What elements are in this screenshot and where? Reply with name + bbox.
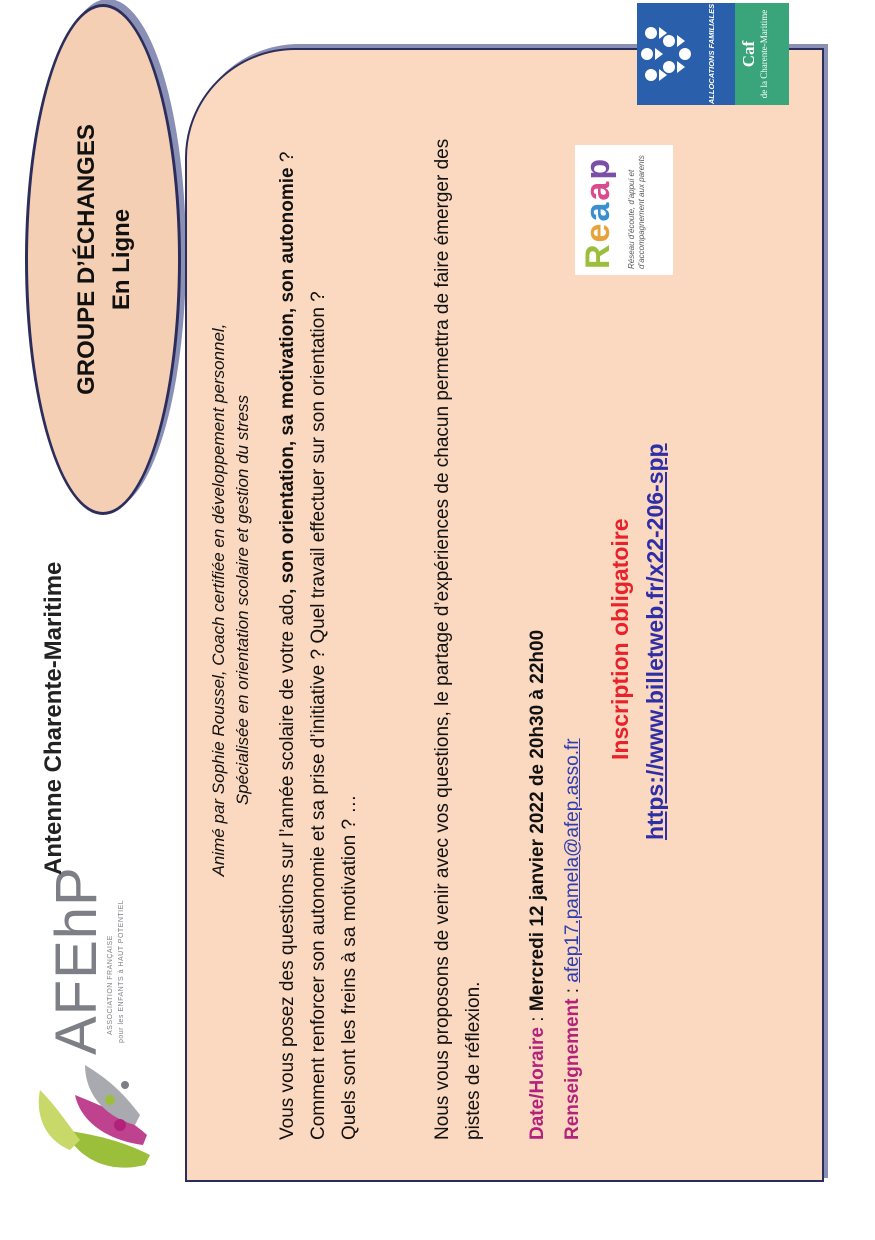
facilitator-line-1: Animé par Sophie Roussel, Coach certifiée en développement personnel,: [209, 323, 228, 877]
date-value: Mercredi 12 janvier 2022 de 20h30 à 22h00: [527, 629, 548, 1012]
caf-department: de la Charente-Maritime: [759, 9, 769, 99]
badge-line-1: GROUPE D’ÉCHANGES: [73, 124, 100, 395]
contact-email-link[interactable]: afep17.pamela@afep.asso.fr: [562, 738, 583, 983]
badge-line-2: En Ligne: [108, 208, 135, 311]
contact-separator: :: [562, 982, 583, 999]
questions-bold: , son orientation, sa motivation, son autonomie: [277, 167, 298, 594]
questions-line-2: Comment renforcer son autonomie et sa prise d’initiative ? Quel travail effectuer sur son orientation ?: [308, 291, 329, 1140]
registration-link[interactable]: https://www.billetweb.fr/x22-206-spp: [642, 443, 668, 840]
reaap-subtitle: Réseau d’écoute, d’appui et d’accompagnement aux parents: [627, 155, 646, 269]
questions-line-3: Quels sont les freins à sa motivation ? …: [339, 794, 360, 1140]
facilitator-text: [207, 190, 255, 1010]
butterfly-icon: [25, 1045, 160, 1185]
afehp-wordmark: AFEhP: [44, 866, 109, 1055]
caf-people-icon: [637, 3, 699, 105]
reaap-wordmark: Reaap: [579, 156, 617, 269]
date-line: [522, 630, 553, 1140]
questions-end: ?: [277, 151, 298, 168]
afehp-logo: [25, 840, 160, 1185]
contact-line: [557, 738, 588, 1140]
caf-band-text: ALLOCATIONS FAMILIALES: [699, 3, 735, 105]
date-separator: :: [527, 1011, 548, 1027]
facilitator-line-2: Spécialisée en orientation scolaire et gestion du stress: [233, 394, 252, 806]
caf-name: Caf: [739, 40, 758, 68]
contact-label: Renseignement: [562, 998, 583, 1140]
reaap-logo: [575, 145, 673, 275]
questions-intro: Vous vous posez des questions sur l’année scolaire de votre ado: [277, 593, 298, 1140]
registration-required: Inscription obligatoire: [607, 518, 633, 760]
caf-logo: [637, 3, 789, 105]
questions-paragraph: [272, 110, 365, 1140]
caf-name-block: [735, 3, 789, 105]
proposal-paragraph: Nous vous proposons de venir avec vos questions, le partage d’expériences de chacun permettra de faire émerger des pistes de réflexion.: [432, 138, 484, 1140]
afehp-tagline-1: ASSOCIATION FRANÇAISE: [107, 935, 114, 1035]
afehp-tagline-2: pour les ENFANTS à HAUT POTENTIEL: [118, 899, 125, 1043]
group-badge: [25, 4, 181, 515]
antenne-title: Antenne Charente-Maritime: [40, 561, 67, 875]
date-label: Date/Horaire: [527, 1027, 548, 1140]
content-panel: [185, 3, 824, 1182]
